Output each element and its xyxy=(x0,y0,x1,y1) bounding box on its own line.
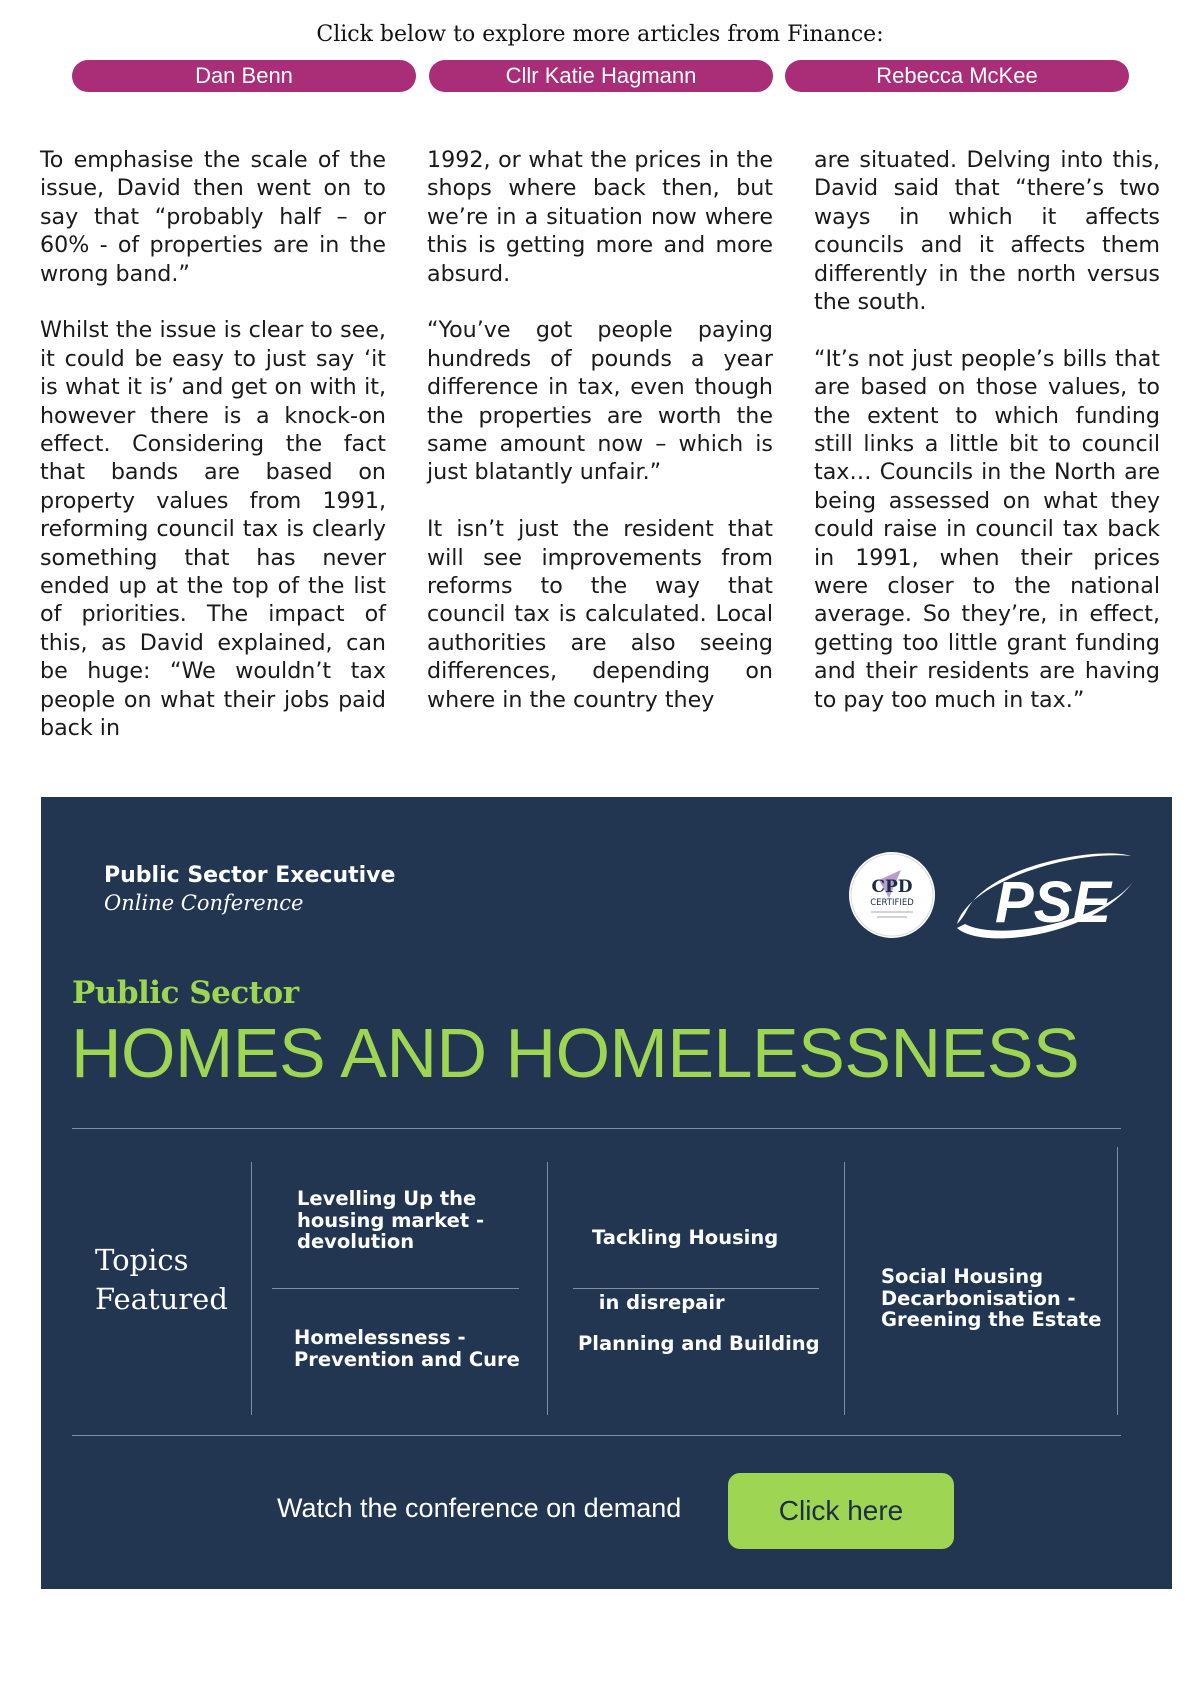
cpd-badge-title: CPD xyxy=(871,877,913,897)
paragraph: 1992, or what the prices in the shops where back then, but we’re in a situation now where this is getting more and more absurd. xyxy=(427,147,773,287)
paragraph: To emphasise the scale of the issue, David then went on to say that “probably half – or 60% - of properties are in the wrong band.” xyxy=(40,147,386,287)
divider xyxy=(72,1128,1121,1129)
pse-logo xyxy=(951,842,1137,948)
article-column-3 xyxy=(814,146,1160,714)
paragraph: “It’s not just people’s bills that are based on those values, to the extent to which funding still links a little bit to council tax… Councils in the North are being assessed on what they could raise in council tax back in 1991, when their prices were closer to the national average. So they’re, in effect, getting too little grant funding and their residents are having to pay too much in tax.” xyxy=(814,345,1160,713)
topic-levelling-up: Levelling Up the housing market - devolution xyxy=(297,1187,485,1253)
article-column-2 xyxy=(427,146,773,714)
organisation-name: Public Sector Executive xyxy=(104,863,396,888)
article-link-dan-benn[interactable]: Dan Benn xyxy=(72,60,416,92)
topic-planning-building: Planning and Building xyxy=(578,1332,820,1355)
divider xyxy=(547,1162,548,1415)
paragraph: Whilst the issue is clear to see, it could be easy to just say ‘it is what it is’ and get on with it, however there is a knock-on effect. Considering the fact that bands are based on property values from 1991, reforming council tax is clearly something that has never ended up at the top of the list of priorities. The impact of this, as David explained, can be huge: “We wouldn’t tax people on what their jobs paid back in xyxy=(40,317,386,742)
banner-headline: HOMES AND HOMELESSNESS xyxy=(71,1014,1080,1092)
explore-heading: Click below to explore more articles from Finance: xyxy=(316,22,884,47)
article-link-katie-hagmann[interactable]: Cllr Katie Hagmann xyxy=(429,60,773,92)
cpd-certified-badge xyxy=(849,852,935,938)
divider xyxy=(272,1288,519,1289)
paragraph: “You’ve got people paying hundreds of pounds a year difference in tax, even though the properties are worth the same amount now – which is just blatantly unfair.” xyxy=(427,317,773,486)
divider xyxy=(1117,1147,1118,1415)
banner-kicker: Public Sector xyxy=(72,975,299,1011)
topics-featured-label: Topics Featured xyxy=(95,1243,228,1316)
topic-social-housing: Social Housing Decarbonisation - Greening the Estate xyxy=(881,1265,1102,1331)
pse-logo-text: PSE xyxy=(994,870,1112,935)
divider xyxy=(251,1162,252,1415)
divider xyxy=(844,1162,845,1415)
topic-homelessness: Homelessness - Prevention and Cure xyxy=(294,1326,520,1371)
paragraph: It isn’t just the resident that will see improvements from reforms to the way that council tax is calculated. Local authorities are also seeing differences, depending on where in the country they xyxy=(427,516,773,713)
topic-tackling-housing: Tackling Housing in disrepair xyxy=(592,1226,779,1314)
conference-banner[interactable] xyxy=(41,797,1172,1589)
event-type: Online Conference xyxy=(104,891,304,915)
watch-on-demand-text: Watch the conference on demand xyxy=(277,1493,682,1523)
cpd-badge-subtitle: CERTIFIED xyxy=(870,898,914,908)
click-here-button[interactable]: Click here xyxy=(728,1473,954,1549)
paragraph: are situated. Delving into this, David said that “there’s two ways in which it affects councils and it affects them differently in the north versus the south. xyxy=(814,147,1160,316)
article-link-rebecca-mckee[interactable]: Rebecca McKee xyxy=(785,60,1129,92)
article-column-1 xyxy=(40,146,386,743)
divider xyxy=(72,1435,1121,1436)
